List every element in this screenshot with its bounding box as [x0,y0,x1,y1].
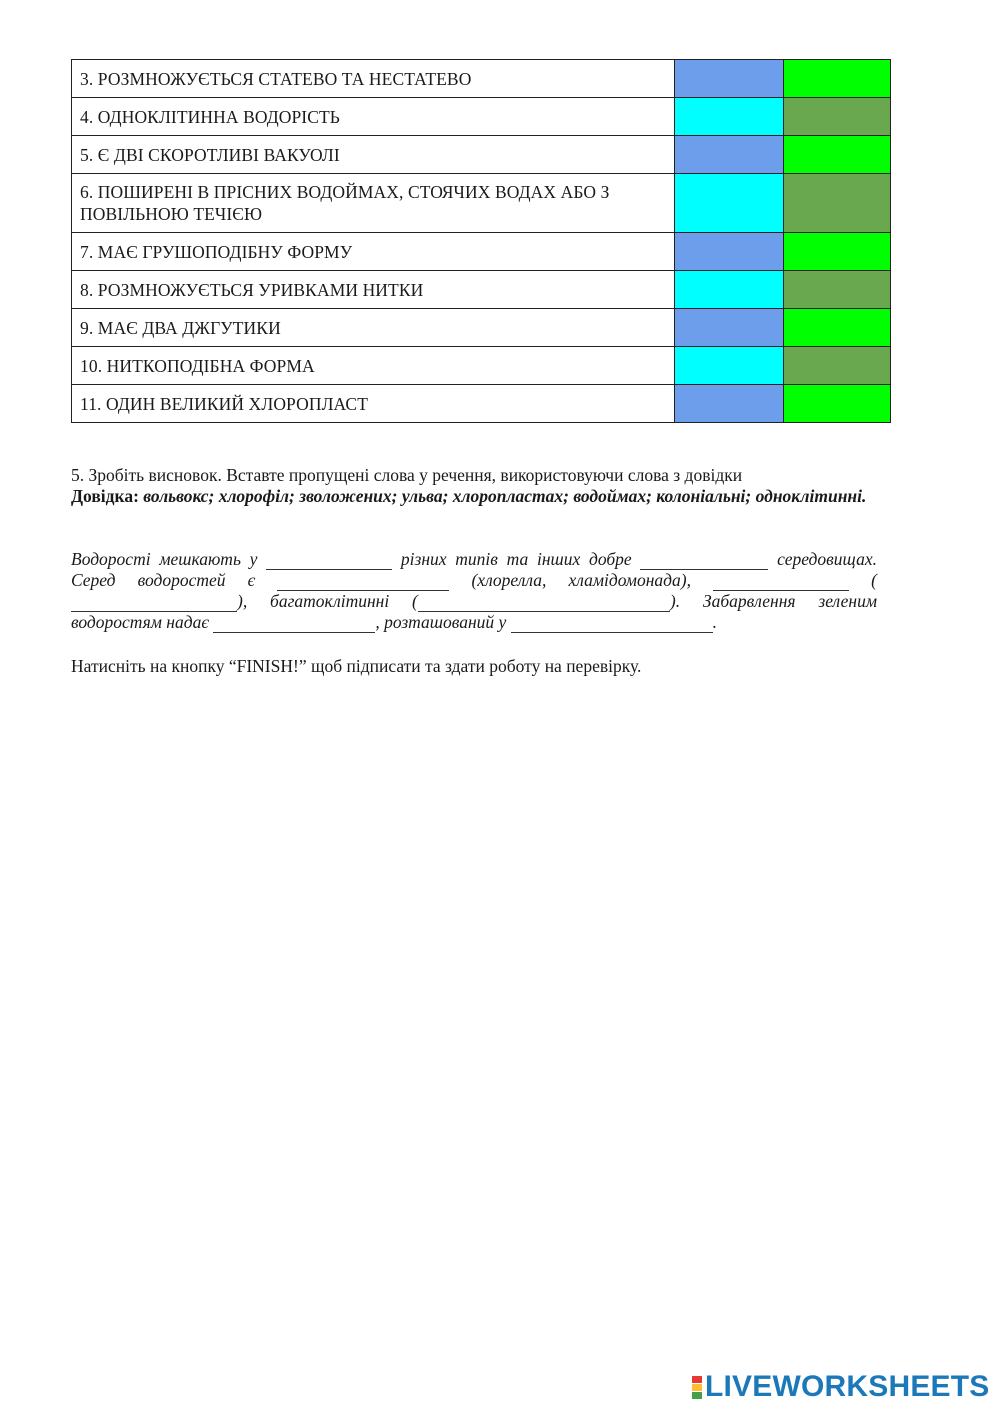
row-label: 4. ОДНОКЛІТИННА ВОДОРІСТЬ [72,98,675,136]
fill-in-paragraph [71,549,877,633]
answer-box-right[interactable] [784,174,891,233]
hint-label: Довідка: [71,486,139,506]
answer-box-left[interactable] [675,233,784,271]
answer-box-right[interactable] [784,271,891,309]
hint-words: вольвокс; хлорофіл; зволожених; ульва; хлоропластах; водоймах; колоніальні; одноклітинні. [143,486,867,506]
row-label: 9. МАЄ ДВА ДЖГУТИКИ [72,309,675,347]
task-instruction: 5. Зробіть висновок. Вставте пропущені слова у речення, використовуючи слова з довідки [71,465,743,485]
para-text-3: середовищах. Серед водоростей є [71,549,878,590]
answer-box-right[interactable] [784,98,891,136]
answer-box-right[interactable] [784,309,891,347]
answer-box-left[interactable] [675,271,784,309]
table-row [72,385,891,423]
para-text-4: (хлорелла, хламідомонада), [471,570,691,590]
answer-box-left[interactable] [675,347,784,385]
table-row [72,271,891,309]
answer-box-right[interactable] [784,347,891,385]
row-label: 10. НИТКОПОДІБНА ФОРМА [72,347,675,385]
para-text-5: ( [871,570,877,590]
blank-input-5[interactable] [71,596,237,612]
answer-box-right[interactable] [784,136,891,174]
blank-input-6[interactable] [418,596,670,612]
answer-box-left[interactable] [675,385,784,423]
answer-box-left[interactable] [675,60,784,98]
brand-name: LIVEWORKSHEETS [705,1370,990,1403]
para-text-2: різних типів та інших добре [400,549,632,569]
para-text-9: . [712,612,718,632]
row-label: 6. ПОШИРЕНІ В ПРІСНИХ ВОДОЙМАХ, СТОЯЧИХ ВОДАХ АБО З ПОВІЛЬНОЮ ТЕЧІЄЮ [72,174,675,233]
liveworksheets-logo [692,1372,990,1402]
answer-box-left[interactable] [675,136,784,174]
table-row [72,347,891,385]
answer-box-right[interactable] [784,233,891,271]
blank-input-4[interactable] [713,575,849,591]
blank-input-3[interactable] [277,575,449,591]
row-label: 8. РОЗМНОЖУЄТЬСЯ УРИВКАМИ НИТКИ [72,271,675,309]
matching-table [71,59,891,423]
blank-input-1[interactable] [266,554,392,570]
row-label: 7. МАЄ ГРУШОПОДІБНУ ФОРМУ [72,233,675,271]
answer-box-right[interactable] [784,385,891,423]
para-text-1: Водорості мешкають у [71,549,258,569]
table-row [72,60,891,98]
row-label: 3. РОЗМНОЖУЄТЬСЯ СТАТЕВО ТА НЕСТАТЕВО [72,60,675,98]
logo-icon [692,1376,702,1399]
answer-box-right[interactable] [784,60,891,98]
answer-box-left[interactable] [675,309,784,347]
hint-block [71,486,877,507]
table-row [72,233,891,271]
para-text-6: ), багатоклітинні ( [237,591,418,611]
table-row [72,174,891,233]
answer-box-left[interactable] [675,174,784,233]
blank-input-2[interactable] [640,554,768,570]
row-label: 5. Є ДВІ СКОРОТЛИВІ ВАКУОЛІ [72,136,675,174]
finish-instruction: Натисніть на кнопку “FINISH!” щоб підписати та здати роботу на перевірку. [71,656,642,676]
table-row [72,98,891,136]
table-row [72,136,891,174]
blank-input-7[interactable] [213,617,375,633]
para-text-7: ). Забарвлення зеленим водоростям надає [71,591,877,632]
para-text-8: , розташований у [375,612,507,632]
blank-input-8[interactable] [511,617,713,633]
table-row [72,309,891,347]
row-label: 11. ОДИН ВЕЛИКИЙ ХЛОРОПЛАСТ [72,385,675,423]
answer-box-left[interactable] [675,98,784,136]
